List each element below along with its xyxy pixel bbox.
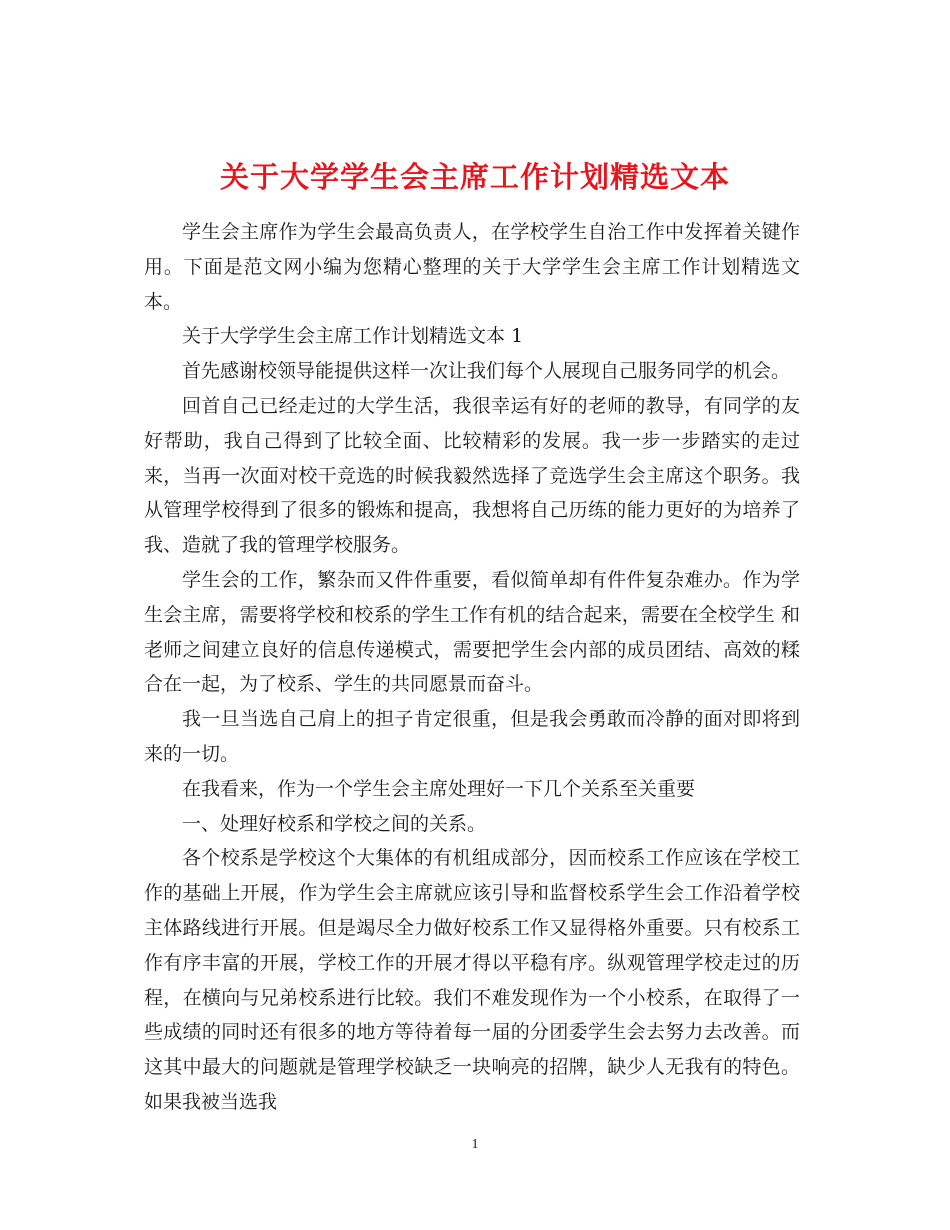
paragraph-reflection: 回首自己已经走过的大学生活，我很幸运有好的老师的教导，有同学的友好帮助，我自己得到了比较全面、比较精彩的发展。我一步一步踏实的走过来，当再一次面对校干竞选的时候我毅然选择了竞选学生会主席这个职务。我从管理学校得到了很多的锻炼和提高，我想将自己历练的能力更好的为培养了我、造就了我的管理学校服务。: [144, 394, 800, 557]
paragraph-intro: 学生会主席作为学生会最高负责人，在学校学生自治工作中发挥着关键作用。下面是范文网小编为您精心整理的关于大学学生会主席工作计划精选文本。: [144, 221, 800, 313]
paragraph-thanks: 首先感谢校领导能提供这样一次让我们每个人展现自己服务同学的机会。: [182, 360, 791, 383]
paragraph-section-heading: 关于大学学生会主席工作计划精选文本 1: [182, 325, 524, 348]
paragraph-department-relations: 各个校系是学校这个大集体的有机组成部分，因而校系工作应该在学校工作的基础上开展，作为学生会主席就应该引导和监督校系学生会工作沿着学校主体路线进行开展。但是竭尽全力做好校系工作又显得格外重要。只有校系工作有序丰富的开展，学校工作的开展才得以平稳有序。纵观管理学校走过的历程，在横向与兄弟校系进行比较。我们不难发现作为一个小校系，在取得了一些成绩的同时还有很多的地方等待着每一届的分团委学生会去努力去改善。而这其中最大的问题就是管理学校缺乏一块响亮的招牌，缺少人无我有的特色。如果我被当选我: [144, 847, 800, 1113]
paragraph-responsibility: 我一旦当选自己肩上的担子肯定很重，但是我会勇敢而冷静的面对即将到来的一切。: [144, 708, 800, 765]
paragraph-student-union-work: 学生会的工作，繁杂而又件件重要，看似简单却有件件复杂难办。作为学生会主席，需要将学校和校系的学生工作有机的结合起来，需要在全校学生 和老师之间建立良好的信息传递模式，需要把学生会内部的成员团结、高效的糅合在一起，为了校系、学生的共同愿景而奋斗。: [144, 568, 800, 696]
page-number: 1: [471, 1137, 479, 1152]
paragraph-subheading-1: 一、处理好校系和学校之间的关系。: [182, 812, 487, 835]
paragraph-key-relations: 在我看来，作为一个学生会主席处理好一下几个关系至关重要: [182, 777, 696, 800]
document-body: [144, 215, 800, 1120]
document-title: 关于大学学生会主席工作计划精选文本: [219, 160, 730, 195]
